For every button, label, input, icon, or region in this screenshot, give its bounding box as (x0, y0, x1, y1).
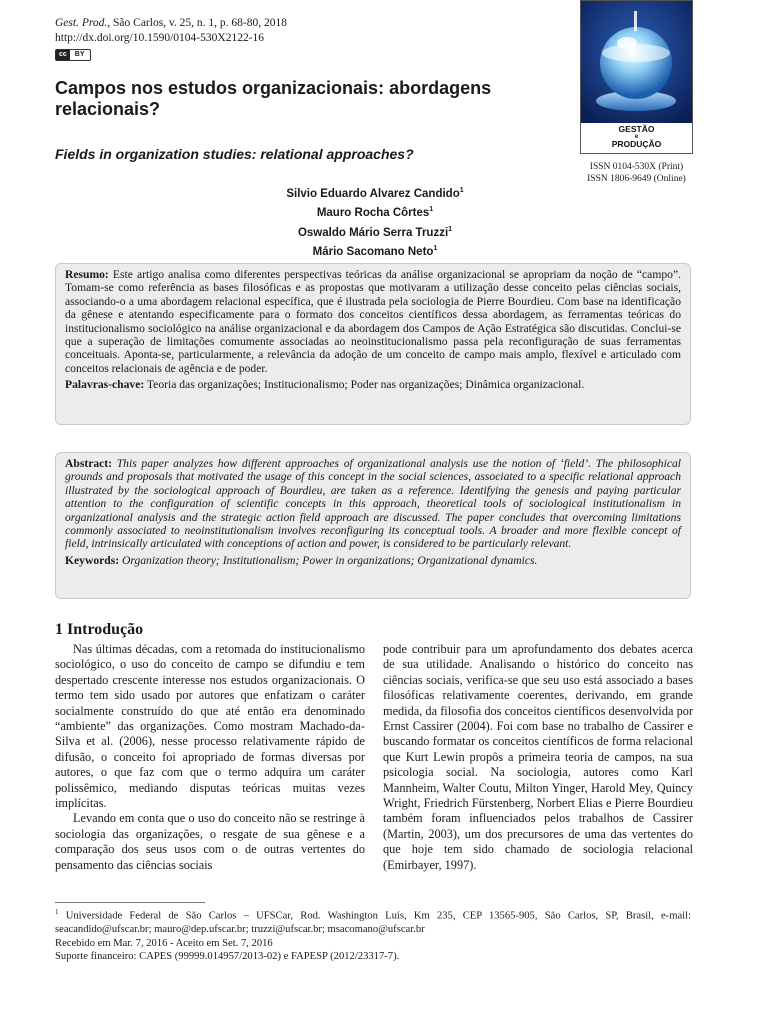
article-title-en: Fields in organization studies: relational approaches? (55, 146, 414, 162)
issn-block (580, 161, 693, 185)
keywords: Keywords: Organization theory; Institutionalism; Power in organizations; Organizational dynamics. (65, 553, 538, 567)
body-column-right (383, 642, 693, 873)
journal-header (55, 16, 287, 61)
journal-logo (580, 0, 693, 154)
author: Mauro Rocha Côrtes$^1$ (316, 206, 434, 220)
cc-icon: cc (56, 50, 70, 60)
logo-line-2: e (634, 134, 639, 140)
citation-line (55, 16, 287, 31)
logo-line-1: GESTÃO (618, 124, 655, 134)
paragraph: pode contribuir para um aprofundamento dos debates acerca de sua utilidade. Analisando o histórico do conceito nas ciências sociais, verifica-se que seu uso está associado a bases filosóficas relativamente coerentes, derivando, em grande medida, da filosofia dos conceitos científicos desenvolvida por Ernst Cassirer (2004). Foi com base no trabalho de Cassirer e buscando formatar os conceitos científicos de forma relacional que Kurt Lewin propôs a primeira teoria de campos, na sua psicologia social. Na sociologia, autores como Karl Mannheim, Walter Coutu, Milton Yinger, Harold Mey, Quincy Wright, Friedrich Fürstenberg, Norbert Elias e Pierre Bourdieu também foram influenciados pelos trabalhos de Cassirer (Martin, 2003), um dos precursores de uma das vertentes do que hoje tem sido chamado de sociologia relacional (Emirbayer, 1997). (383, 642, 693, 872)
author: Silvio Eduardo Alvarez Candido$^1$ (286, 187, 464, 200)
resumo-text: Resumo: Este artigo analisa como diferentes perspectivas teóricas da análise organizacional se apropriam da noção de “campo”. Tomam-se como referência as bases filosóficas e as propostas que motivaram a utilização desse conceito pelas ciências sociais, associando-o a uma abordagem relacional específica, que é ilustrada pela sociologia de Pierre Bourdieu. Com base na identificação da gênese e atentando especificamente para o formato dos conceitos científicos dessa abordagem, as ferramentas teóricas do institucionalismo sociológico na análise organizacional e da abordagem dos Campos de Ação Estratégica são discutidas. Conclui-se que a superação de limitações comumente associadas ao neoinstitucionalismo passa pela reconfiguração de suas ferramentas conceituais. Aponta-se, particularmente, a relevância da adoção de um conceito de campo mais amplo, flexível e articulado com conceitos relacionais de agência e de poder. (65, 268, 681, 375)
issn-print: ISSN 0104-530X (Print) (589, 162, 684, 172)
resumo-box (55, 263, 691, 425)
body-column-left (55, 642, 365, 873)
logo-line-3: PRODUÇÃO (611, 139, 662, 149)
author: Oswaldo Mário Serra Truzzi$^1$ (297, 225, 453, 239)
section-heading: 1 Introdução (55, 621, 144, 638)
submission-info (55, 937, 691, 963)
paragraph: Nas últimas décadas, com a retomada do institucionalismo sociológico, o uso do conceito de campo se difundiu e tem despertado crescente interesse nos estudos organizacionais. O termo tem sido usado por autores que enfatizam o caráter socialmente construído do que até então era denominado “ambiente” das organizações. Como mostram Machado-da-Silva et al. (2006), nesse processo relativamente rápido de difusão, o conceito foi apropriado de formas diversas por autores, o que faz com que o termo adquira um caráter polissêmico, mediando disputas teóricas muitas vezes implícitas. (55, 642, 365, 811)
palavras-chave: Palavras-chave: Teoria das organizações; Institucionalismo; Poder nas organizações; Dinâmica organizacional. (65, 378, 585, 392)
by-label: BY (74, 51, 85, 58)
journal-name: Gest. Prod. (55, 17, 108, 29)
doi-link[interactable]: http://dx.doi.org/10.1590/0104-530X2122-16 (55, 32, 265, 44)
logo-title (581, 125, 692, 149)
author-list (200, 183, 550, 260)
issn-online: ISSN 1806-9649 (Online) (587, 174, 686, 184)
crystal-sphere-icon (581, 1, 692, 123)
funding-info: Suporte financeiro: CAPES (99999.014957/2013-02) e FAPESP (2012/23317-7). (55, 951, 400, 962)
footnote: $^1$ Universidade Federal de São Carlos – UFSCar, Rod. Washington Luís, Km 235, CEP 13565-905, São Carlos, SP, Brasil, e-mail: seacandido@ufscar.br; mauro@dep.ufscar.br; truzzi@ufscar.br; msacomano@ufscar.br (55, 908, 691, 935)
author: Mário Sacomano Neto$^1$ (312, 244, 438, 258)
article-title-pt: Campos nos estudos organizacionais: abordagens relacionais? (55, 78, 492, 119)
citation-details: , São Carlos, v. 25, n. 1, p. 68-80, 2018 (107, 17, 288, 29)
received-date: Recebido em Mar. 7, 2016 - Aceito em Set. 7, 2016 (55, 938, 273, 949)
cc-license-badge[interactable] (55, 49, 91, 61)
abstract-text: Abstract: This paper analyzes how different approaches of organizational analysis use the notion of ‘field’. The philosophical grounds and proposals that motivated the usage of this concept in the social sciences, associated to a specific relational approach illustrated by the sociological approach of Bourdieu, are taken as a reference. Identifying the genesis and paying particular attention to the configuration of scientific concepts in this approach, theoretical tools of sociological institutionalism in organizational analysis and the strategic action field approach are discussed. The paper concludes that overcoming limitations commonly associated to neoinstitutionalism involves reconfiguring its conceptual tools. A broader and more flexible concept of field, intrinsically articulated with conceptions of action and power, is considered to be particularly relevant. (65, 457, 681, 551)
footnote-rule (55, 902, 205, 903)
abstract-box (55, 452, 691, 599)
paragraph: Levando em conta que o uso do conceito não se restringe à sociologia das organizações, o resgate de sua gênese e a comparação dos seus usos com o de outras vertentes do pensamento das ciências sociais (55, 811, 365, 872)
